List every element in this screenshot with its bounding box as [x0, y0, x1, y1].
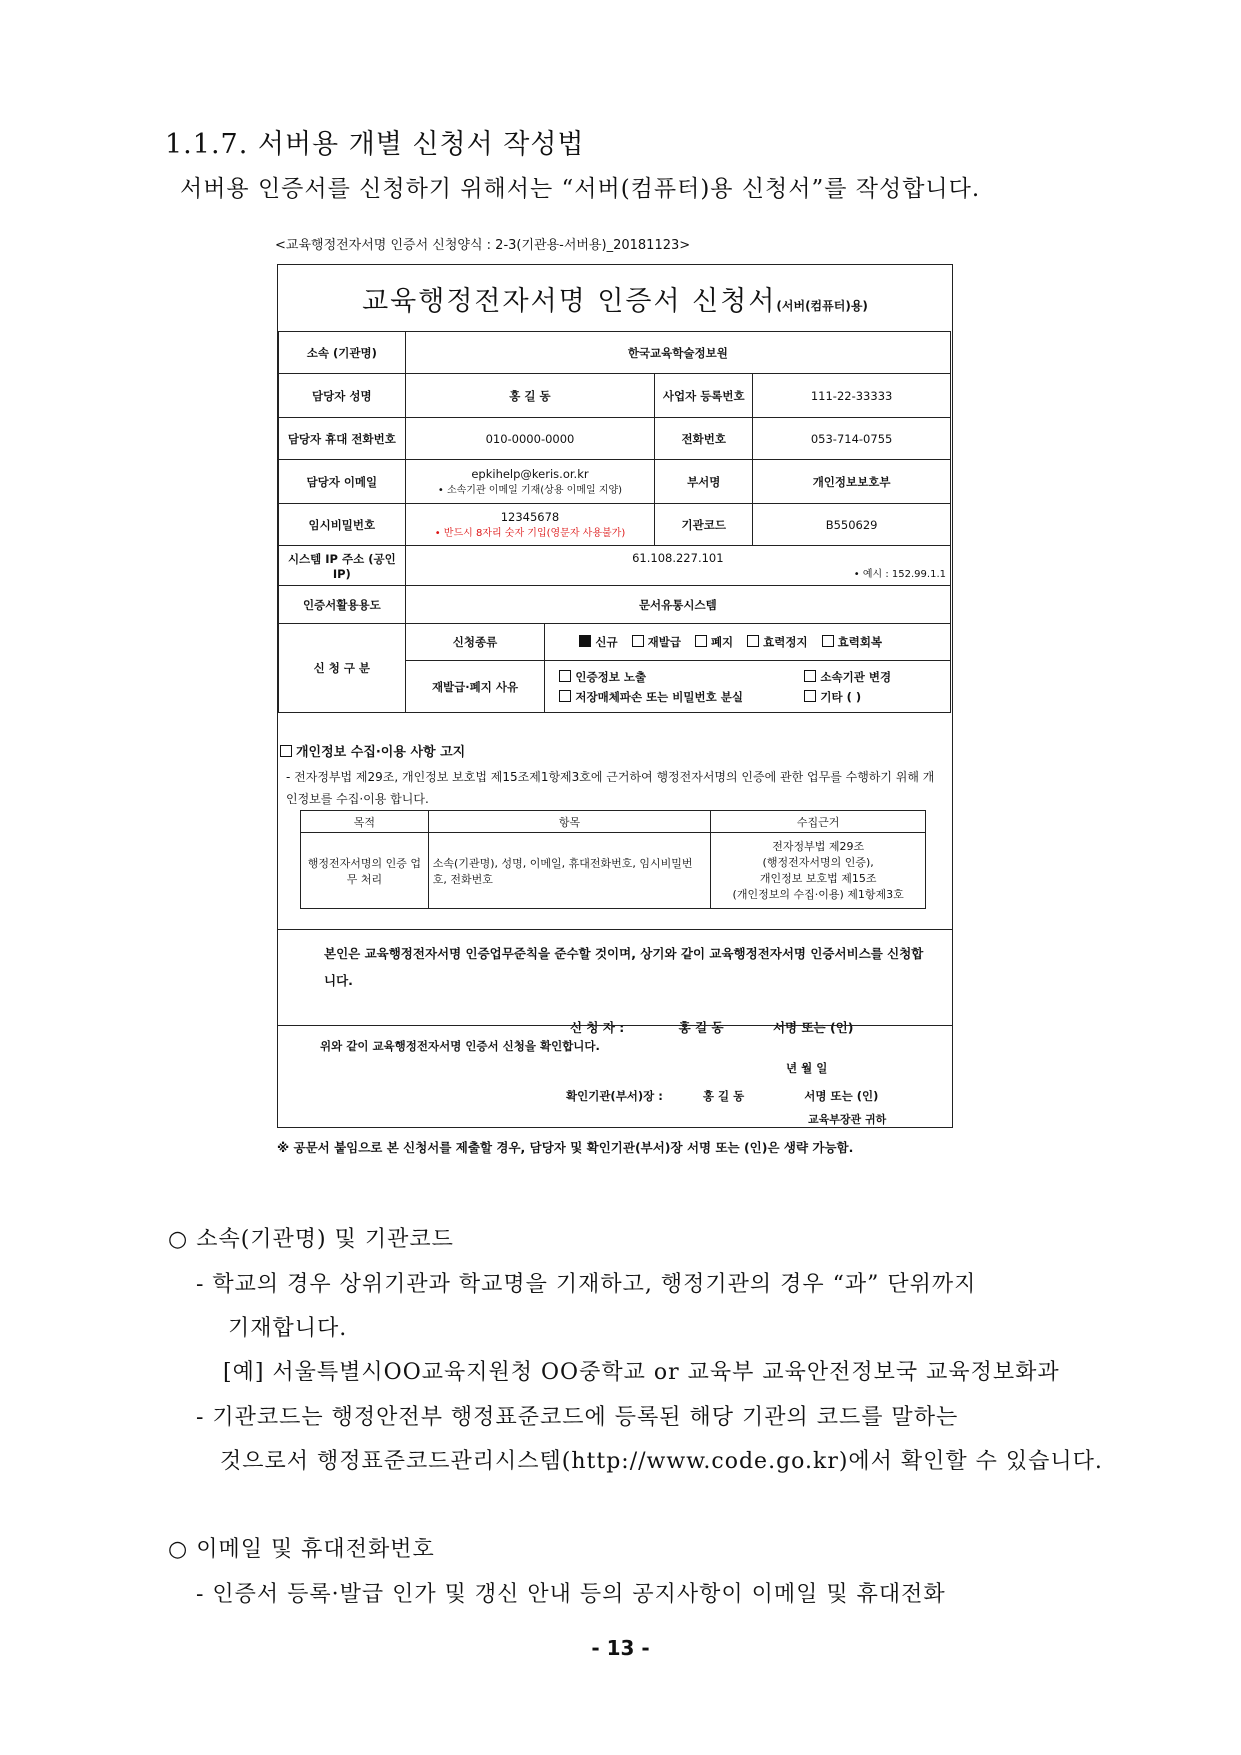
- application-form: [277, 264, 953, 1128]
- page-number: - 13 -: [591, 1636, 650, 1660]
- b1-line1: - 학교의 경우 상위기관과 학교명을 기재하고, 행정기관의 경우 “과” 단위까지: [196, 1272, 977, 1297]
- confirm-signature: 확인기관(부서)장 : 홍 길 동 서명 또는 (인): [566, 1089, 879, 1103]
- manager-name-value: 홍 길 동: [405, 374, 655, 418]
- checkbox-icon: [559, 670, 571, 682]
- form-title: 교육행정전자서명 인증서 신청서(서버(컴퓨터)용): [362, 286, 868, 317]
- checkbox-icon: [822, 635, 834, 647]
- request-label: 신 청 구 분: [279, 624, 406, 713]
- biz-no-value: 111-22-33333: [753, 374, 951, 418]
- privacy-table: [300, 810, 926, 909]
- applicant-signature: 신 청 자 : 홍 길 동 서명 또는 (인): [570, 1020, 854, 1035]
- checkbox-icon: [280, 745, 292, 757]
- mobile-label: 담당자 휴대 전화번호: [279, 418, 406, 460]
- confirm-section: [278, 1025, 952, 1128]
- b1-line5: 것으로서 행정표준코드관리시스템(http://www.code.go.kr)에서 확인할 수 있습니다.: [220, 1449, 1103, 1474]
- request-type-label: 신청종류: [405, 624, 545, 661]
- checkbox-checked-icon: [579, 635, 591, 647]
- checkbox-icon: [695, 635, 707, 647]
- request-type-new[interactable]: 신규: [579, 634, 617, 650]
- checkbox-icon: [804, 690, 816, 702]
- phone-value: 053-714-0755: [753, 418, 951, 460]
- form-grid: [278, 331, 951, 713]
- ip-example: • 예시 : 152.99.1.1: [853, 569, 946, 580]
- dept-label: 부서명: [655, 460, 753, 504]
- privacy-heading: 개인정보 수집·이용 사항 고지: [280, 741, 465, 760]
- ip-value: 61.108.227.101: [632, 551, 724, 565]
- temp-pw-label: 임시비밀번호: [279, 504, 406, 546]
- privacy-header-basis: 수집근거: [711, 811, 926, 833]
- email-value: epkihelp@keris.or.kr: [471, 467, 589, 481]
- usage-value: 문서유통시스템: [405, 586, 950, 624]
- privacy-basis: 전자정부법 제29조 (행정전자서명의 인증), 개인정보 보호법 제15조 (개인정보의 수집·이용) 제1항제3호: [711, 833, 926, 909]
- b2-line1: - 인증서 등록·발급 인가 및 갱신 안내 등의 공지사항이 이메일 및 휴대전화: [196, 1582, 946, 1607]
- b1-line2: 기재합니다.: [228, 1316, 348, 1341]
- org-code-value: B550629: [753, 504, 951, 546]
- affiliation-label: 소속 (기관명): [279, 332, 406, 374]
- request-type-restore[interactable]: 효력회복: [822, 634, 882, 650]
- mobile-value: 010-0000-0000: [405, 418, 655, 460]
- temp-pw-value: 12345678: [500, 510, 560, 524]
- confirm-date: 년 월 일: [786, 1061, 828, 1075]
- email-cell: [405, 460, 655, 504]
- form-caption: <교육행정전자서명 인증서 신청양식 : 2-3(기관용-서버용)_20181123>: [275, 238, 691, 253]
- usage-label: 인증서활용용도: [279, 586, 406, 624]
- confirm-text: 위와 같이 교육행정전자서명 인증서 신청을 확인합니다.: [320, 1039, 600, 1053]
- privacy-items: 소속(기관명), 성명, 이메일, 휴대전화번호, 임시비밀번호, 전화번호: [428, 833, 711, 909]
- form-footnote: ※ 공문서 붙임으로 본 신청서를 제출할 경우, 담당자 및 확인기관(부서)장 서명 또는 (인)은 생략 가능함.: [277, 1140, 854, 1155]
- checkbox-icon: [632, 635, 644, 647]
- section-title: 1.1.7. 서버용 개별 신청서 작성법: [165, 129, 585, 160]
- email-note: • 소속기관 이메일 기재(상용 이메일 지양): [437, 485, 623, 496]
- privacy-header-items: 항목: [428, 811, 711, 833]
- email-label: 담당자 이메일: [279, 460, 406, 504]
- reason-org-change[interactable]: 소속기관 변경: [804, 667, 891, 687]
- confirm-recipient: 교육부장관 귀하: [808, 1113, 887, 1126]
- b1-title: ○ 소속(기관명) 및 기관코드: [168, 1227, 454, 1252]
- phone-label: 전화번호: [655, 418, 753, 460]
- reason-other[interactable]: 기타 ( ): [804, 687, 861, 707]
- ip-label: 시스템 IP 주소 (공인IP): [279, 546, 406, 586]
- reason-lost[interactable]: 저장매체파손 또는 비밀번호 분실: [559, 687, 804, 707]
- dept-value: 개인정보보호부: [753, 460, 951, 504]
- request-types: [545, 624, 951, 661]
- section-intro: 서버용 인증서를 신청하기 위해서는 “서버(컴퓨터)용 신청서”를 작성합니다.: [180, 176, 981, 202]
- org-code-label: 기관코드: [655, 504, 753, 546]
- request-type-suspend[interactable]: 효력정지: [747, 634, 807, 650]
- reason-label: 재발급·폐지 사유: [405, 661, 545, 713]
- request-type-revoke[interactable]: 폐지: [695, 634, 733, 650]
- privacy-purpose: 행정전자서명의 인증 업무 처리: [301, 833, 429, 909]
- pledge-text: 본인은 교육행정전자서명 인증업무준칙을 준수할 것이며, 상기와 같이 교육행정전자서명 인증서비스를 신청합니다.: [324, 946, 924, 988]
- b2-title: ○ 이메일 및 휴대전화번호: [168, 1537, 435, 1562]
- checkbox-icon: [747, 635, 759, 647]
- checkbox-icon: [559, 690, 571, 702]
- temp-pw-cell: [405, 504, 655, 546]
- biz-no-label: 사업자 등록번호: [655, 374, 753, 418]
- b1-line4: - 기관코드는 행정안전부 행정표준코드에 등록된 해당 기관의 코드를 말하는: [196, 1405, 959, 1430]
- temp-pw-note: • 반드시 8자리 숫자 기입(영문자 사용불가): [434, 528, 626, 539]
- manager-name-label: 담당자 성명: [279, 374, 406, 418]
- reason-exposure[interactable]: 인증정보 노출: [559, 667, 804, 687]
- privacy-text: - 전자정부법 제29조, 개인정보 보호법 제15조제1항제3호에 근거하여 행정전자서명의 인증에 관한 업무를 수행하기 위해 개인정보를 수집·이용 합니다.: [286, 770, 935, 806]
- b1-line3: [예] 서울특별시OO교육지원청 OO중학교 or 교육부 교육안전정보국 교육정보화과: [223, 1360, 1060, 1385]
- request-type-options: [549, 634, 946, 650]
- reasons: [545, 661, 951, 713]
- affiliation-value: 한국교육학술정보원: [405, 332, 950, 374]
- checkbox-icon: [804, 670, 816, 682]
- privacy-header-purpose: 목적: [301, 811, 429, 833]
- request-type-reissue[interactable]: 재발급: [632, 634, 681, 650]
- ip-cell: [405, 546, 950, 586]
